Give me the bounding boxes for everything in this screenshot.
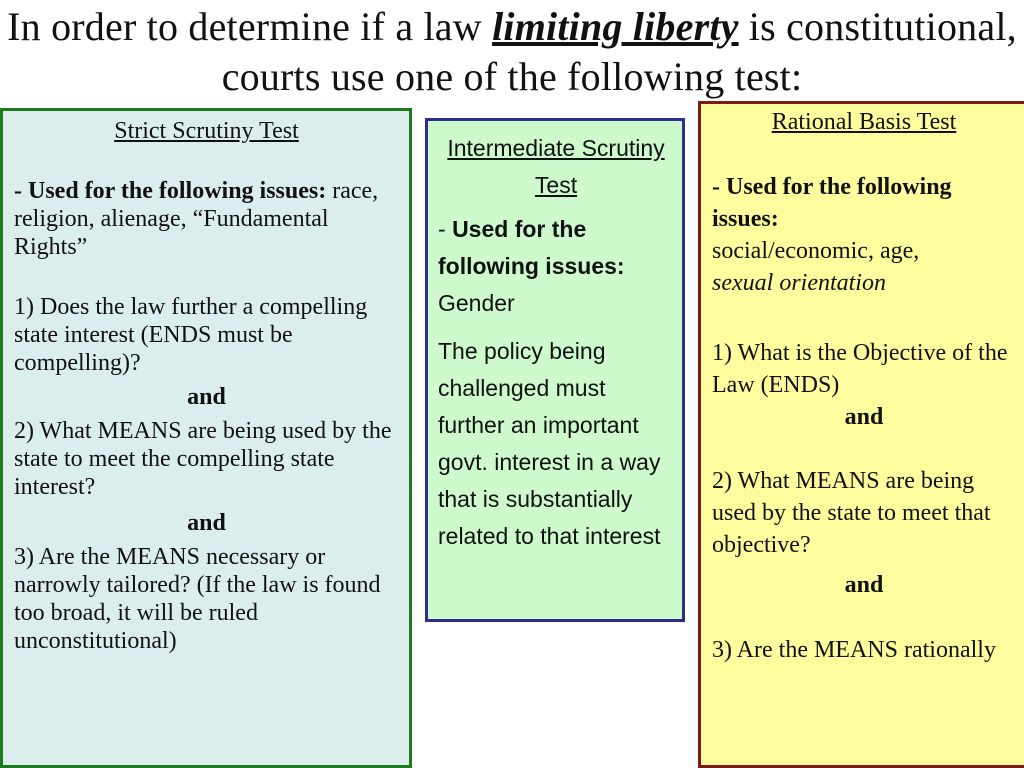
title-emphasis: limiting liberty bbox=[492, 4, 739, 49]
intermediate-scrutiny-box bbox=[425, 118, 685, 622]
strict-and-1: and bbox=[187, 384, 226, 410]
intermediate-issues-text: Gender bbox=[438, 290, 515, 316]
rational-issues-text: social/economic, age, bbox=[712, 238, 920, 264]
strict-issues-quote: “Fundamental Rights” bbox=[14, 206, 329, 260]
title-pre: In order to determine if a law bbox=[7, 4, 493, 49]
slide-title bbox=[0, 2, 1024, 102]
rational-issues bbox=[712, 171, 1016, 299]
rational-question-2: 2) What MEANS are being used by the state to meet that objective? bbox=[712, 468, 991, 558]
strict-question-2: 2) What MEANS are being used by the state to meet the compelling state interest? bbox=[14, 418, 392, 500]
intermediate-policy: The policy being challenged must further an important govt. interest in a way that is substantially related to that interest bbox=[438, 338, 661, 549]
rational-and-2: and bbox=[844, 572, 884, 598]
intermediate-title: Intermediate Scrutiny Test bbox=[447, 135, 665, 198]
rational-basis-box bbox=[698, 101, 1024, 768]
strict-scrutiny-box bbox=[0, 108, 412, 768]
strict-title: Strict Scrutiny Test bbox=[114, 118, 299, 144]
intermediate-issues bbox=[438, 211, 674, 322]
strict-issues-text: race, religion, alienage, bbox=[14, 178, 379, 232]
strict-and-2: and bbox=[187, 510, 226, 536]
rational-issues-lead: - Used for the following issues: bbox=[712, 174, 952, 232]
rational-title: Rational Basis Test bbox=[771, 109, 957, 135]
strict-question-3: 3) Are the MEANS necessary or narrowly tailored? (If the law is found too broad, it will be ruled unconstitutional) bbox=[14, 544, 381, 654]
rational-issues-italic: sexual orientation bbox=[712, 270, 886, 296]
rational-question-1: 1) What is the Objective of the Law (ENDS) bbox=[712, 340, 1008, 398]
intermediate-issues-lead: Used for the following issues: bbox=[438, 216, 625, 279]
strict-issues bbox=[14, 177, 399, 261]
rational-question-3: 3) Are the MEANS rationally bbox=[712, 637, 996, 663]
intermediate-issues-dash: - bbox=[438, 216, 453, 242]
strict-issues-lead: - Used for the following issues: bbox=[14, 178, 327, 204]
title-post: is constitutional, courts use one of the following test: bbox=[221, 4, 1017, 99]
rational-and-1: and bbox=[844, 404, 884, 430]
strict-question-1: 1) Does the law further a compelling state interest (ENDS must be compelling)? bbox=[14, 294, 368, 376]
